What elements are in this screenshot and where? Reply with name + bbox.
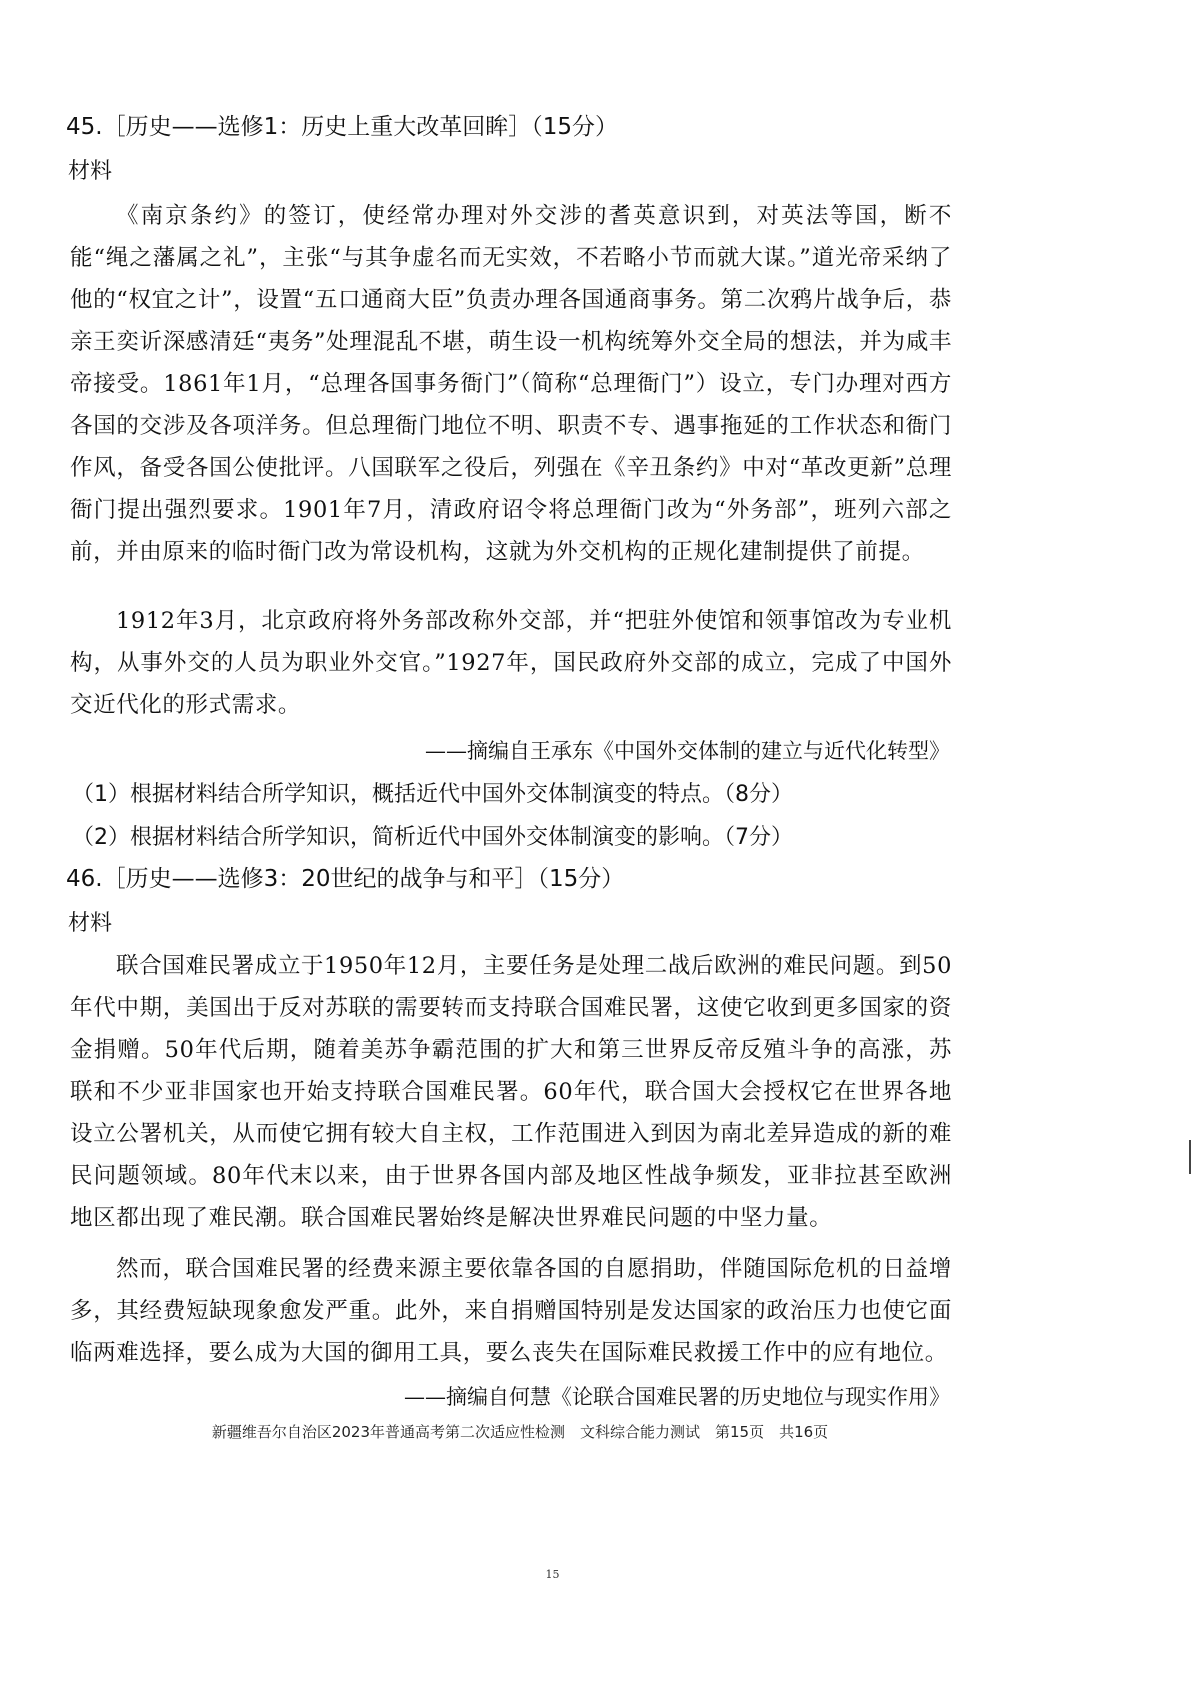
question-45-heading: 45.［历史——选修1：历史上重大改革回眸］（15分） bbox=[66, 114, 618, 140]
question-46-material-paragraph-1: 联合国难民署成立于1950年12月，主要任务是处理二战后欧洲的难民问题。到50年代中期，美国出于反对苏联的需要转而支持联合国难民署，这使它收到更多国家的资金捐赠。50年代后期，随着美苏争霸范围的扩大和第三世界反帝反殖斗争的高涨，苏联和不少亚非国家也开始支持联合国难民署。60年代，联合国大会授权它在世界各地设立公署机关，从而使它拥有较大自主权，工作范围进入到因为南北差异造成的新的难民问题领域。80年代末以来，由于世界各国内部及地区性战争频发，亚非拉甚至欧洲地区都出现了难民潮。联合国难民署始终是解决世界难民问题的中坚力量。 bbox=[70, 953, 952, 1231]
question-46-material-paragraph-2: 然而，联合国难民署的经费来源主要依靠各国的自愿捐助，伴随国际危机的日益增多，其经费短缺现象愈发严重。此外，来自捐赠国特别是发达国家的政治压力也使它面临两难选择，要么成为大国的御用工具，要么丧失在国际难民救援工作中的应有地位。 bbox=[70, 1256, 952, 1366]
question-45-material-label: 材料 bbox=[68, 159, 113, 184]
question-46-heading: 46.［历史——选修3：20世纪的战争与和平］（15分） bbox=[66, 866, 625, 892]
question-46-material-label: 材料 bbox=[68, 911, 113, 936]
question-45-subquestion-2: （2）根据材料结合所学知识，简析近代中国外交体制演变的影响。（7分） bbox=[72, 825, 793, 850]
question-46-source: ——摘编自何慧《论联合国难民署的历史地位与现实作用》 bbox=[404, 1385, 950, 1409]
question-45-subquestion-1: （1）根据材料结合所学知识，概括近代中国外交体制演变的特点。（8分） bbox=[72, 782, 793, 807]
question-45-source: ——摘编自王承东《中国外交体制的建立与近代化转型》 bbox=[425, 739, 950, 763]
page-footer: 新疆维吾尔自治区2023年普通高考第二次适应性检测 文科综合能力测试 第15页 共16页 bbox=[211, 1423, 829, 1441]
question-45-material-paragraph-2: 1912年3月，北京政府将外务部改称外交部，并“把驻外使馆和领事馆改为专业机构，从事外交的人员为职业外交官。”1927年，国民政府外交部的成立，完成了中国外交近代化的形式需求。 bbox=[70, 608, 952, 718]
page-number: 15 bbox=[545, 1568, 560, 1581]
scan-edge-mark bbox=[1189, 1140, 1191, 1174]
question-45-material-paragraph-1: 《南京条约》的签订，使经常办理对外交涉的耆英意识到，对英法等国，断不能“绳之藩属之礼”，主张“与其争虚名而无实效，不若略小节而就大谋。”道光帝采纳了他的“权宜之计”，设置“五口通商大臣”负责办理各国通商事务。第二次鸦片战争后，恭亲王奕䜣深感清廷“夷务”处理混乱不堪，萌生设一机构统筹外交全局的想法，并为咸丰帝接受。1861年1月，“总理各国事务衙门”（简称“总理衙门”）设立，专门办理对西方各国的交涉及各项洋务。但总理衙门地位不明、职责不专、遇事拖延的工作状态和衙门作风，备受各国公使批评。八国联军之役后，列强在《辛丑条约》中对“革改更新”总理衙门提出强烈要求。1901年7月，清政府诏令将总理衙门改为“外务部”，班列六部之前，并由原来的临时衙门改为常设机构，这就为外交机构的正规化建制提供了前提。 bbox=[70, 203, 952, 565]
